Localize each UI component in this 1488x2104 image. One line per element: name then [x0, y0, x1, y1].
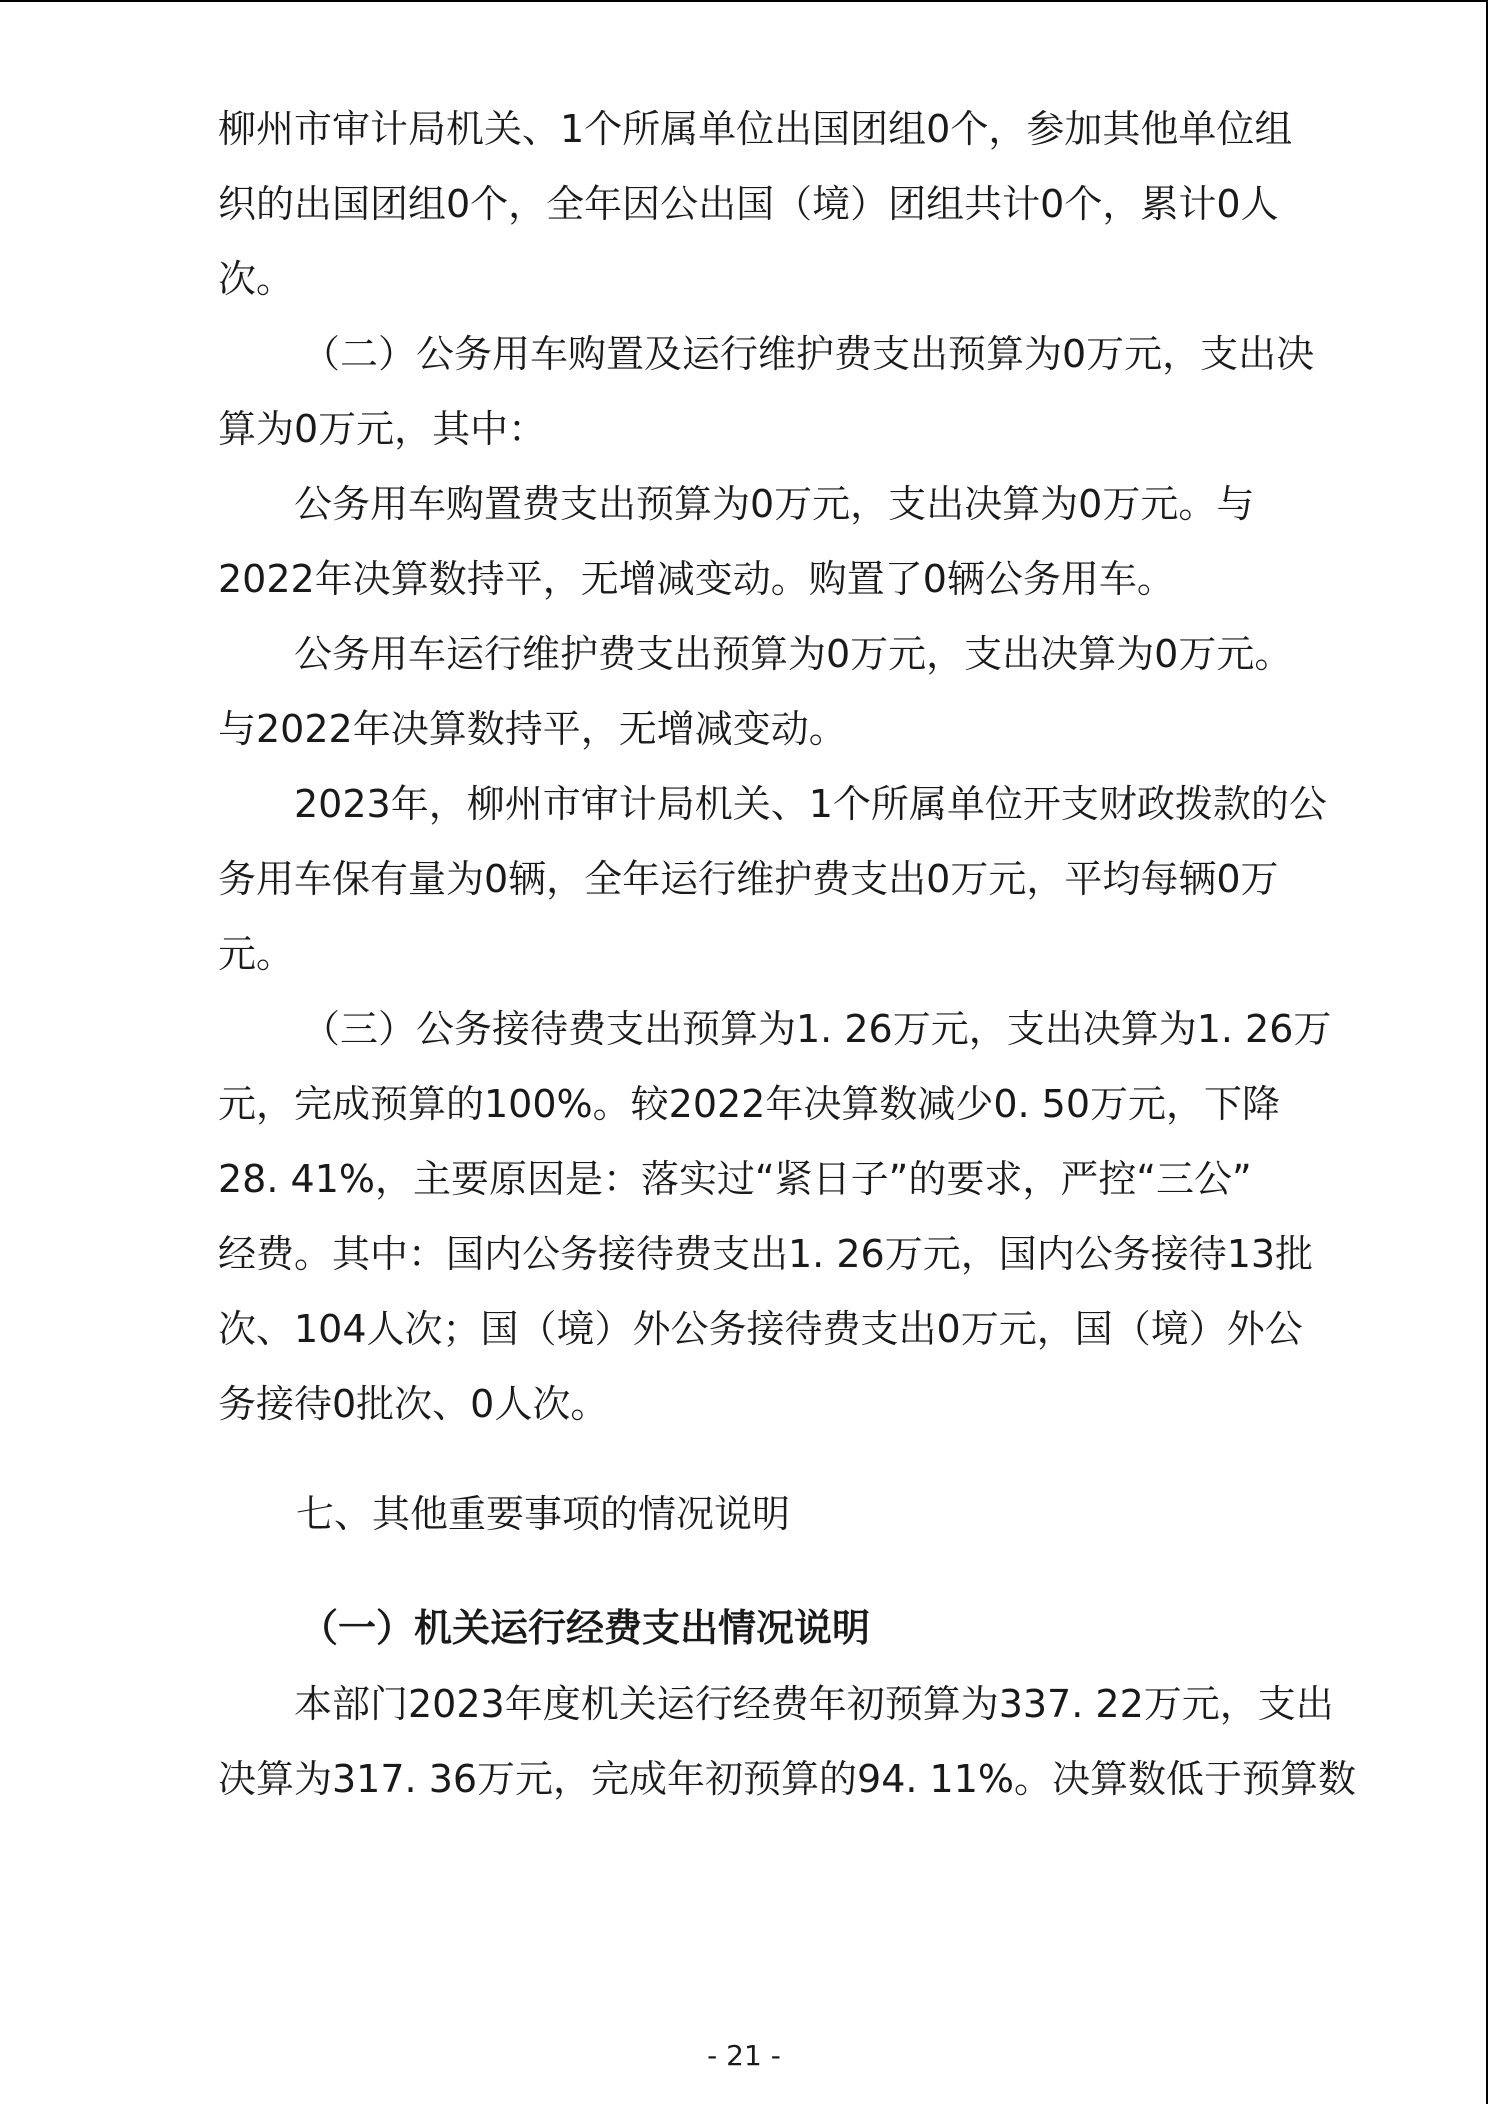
body-line-2: 织的出国团组0个，全年因公出国（境）团组共计0个，累计0人: [218, 182, 1279, 226]
body-line-8: 公务用车运行维护费支出预算为0万元，支出决算为0万元。: [294, 632, 1293, 676]
body-line-13: （三）公务接待费支出预算为1. 26万元，支出决算为1. 26万: [302, 1007, 1332, 1051]
body-line-14: 元，完成预算的100%。较2022年决算数减少0. 50万元，下降: [218, 1082, 1281, 1126]
closing-line-2: 决算为317. 36万元，完成年初预算的94. 11%。决算数低于预算数: [218, 1757, 1357, 1801]
body-line-5: 算为0万元，其中：: [218, 407, 547, 451]
body-line-18: 务接待0批次、0人次。: [218, 1382, 609, 1426]
body-line-7: 2022年决算数持平，无增减变动。购置了0辆公务用车。: [218, 557, 1175, 601]
body-line-1: 柳州市审计局机关、1个所属单位出国团组0个，参加其他单位组: [218, 107, 1293, 151]
body-line-11: 务用车保有量为0辆，全年运行维护费支出0万元，平均每辆0万: [218, 857, 1279, 901]
body-line-3: 次。: [218, 257, 295, 301]
page-number: - 21 -: [707, 2039, 781, 2072]
body-line-17: 次、104人次；国（境）外公务接待费支出0万元，国（境）外公: [218, 1307, 1303, 1351]
body-line-6: 公务用车购置费支出预算为0万元，支出决算为0万元。与: [294, 482, 1255, 526]
body-line-15: 28. 41%，主要原因是：落实过“紧日子”的要求，严控“三公”: [218, 1157, 1252, 1201]
closing-line-1: 本部门2023年度机关运行经费年初预算为337. 22万元，支出: [294, 1682, 1334, 1726]
subsection-heading: （一）机关运行经费支出情况说明: [300, 1606, 871, 1650]
body-line-10: 2023年，柳州市审计局机关、1个所属单位开支财政拨款的公: [294, 782, 1327, 826]
top-border-rule: [0, 0, 1488, 2]
body-line-16: 经费。其中：国内公务接待费支出1. 26万元，国内公务接待13批: [218, 1232, 1314, 1276]
body-line-9: 与2022年决算数持平，无增减变动。: [218, 707, 847, 751]
section-heading: 七、其他重要事项的情况说明: [296, 1492, 791, 1536]
body-line-4: （二）公务用车购置及运行维护费支出预算为0万元，支出决: [302, 332, 1315, 376]
body-line-12: 元。: [218, 932, 295, 976]
